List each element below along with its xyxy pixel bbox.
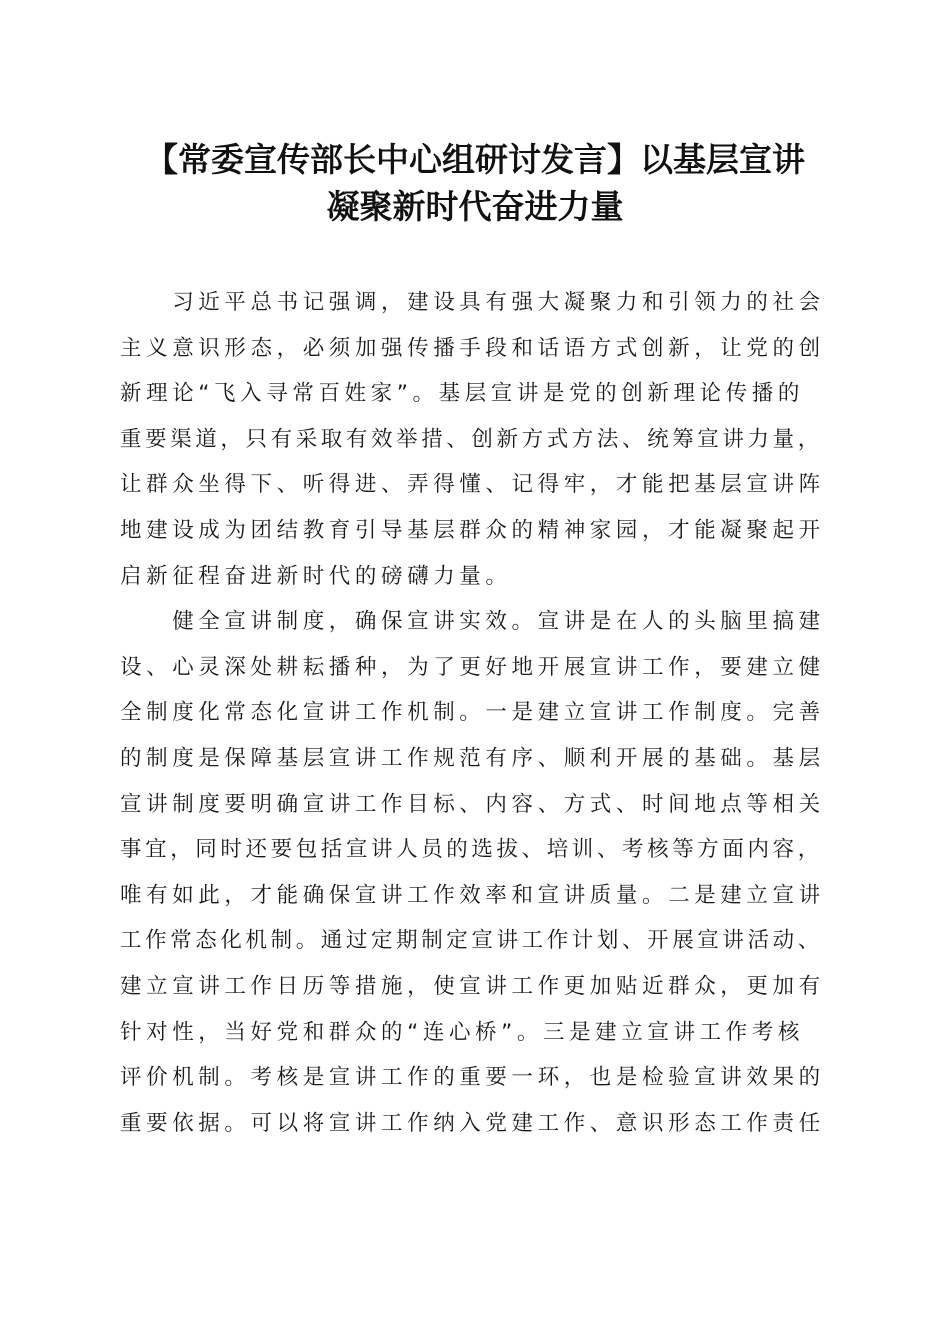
paragraph-2 — [120, 599, 832, 1146]
paragraph-1 — [120, 280, 832, 599]
title-line-1: 【常委宣传部长中心组研讨发言】以基层宣讲 — [145, 140, 805, 179]
text-line: 重要依据。可以将宣讲工作纳入党建工作、意识形态工作责任 — [120, 1110, 825, 1136]
text-line: 启新征程奋进新时代的磅礴力量。 — [120, 563, 512, 589]
text-line: 健全宣讲制度，确保宣讲实效。宣讲是在人的头脑里搞建 — [120, 609, 825, 635]
text-line: 新理论“飞入寻常百姓家”。基层宣讲是党的创新理论传播的 — [120, 381, 804, 407]
text-line: 针对性，当好党和群众的“连心桥”。三是建立宣讲工作考核 — [120, 1019, 804, 1045]
text-line: 的制度是保障基层宣讲工作规范有序、顺利开展的基础。基层 — [120, 745, 825, 771]
text-line: 事宜，同时还要包括宣讲人员的选拔、培训、考核等方面内容， — [120, 837, 823, 863]
title-line-2: 凝聚新时代奋进力量 — [326, 187, 624, 226]
text-line: 设、心灵深处耕耘播种，为了更好地开展宣讲工作，要建立健 — [120, 654, 825, 680]
text-line: 地建设成为团结教育引导基层群众的精神家园，才能凝聚起开 — [120, 517, 825, 543]
text-line: 重要渠道，只有采取有效举措、创新方式方法、统筹宣讲力量， — [120, 426, 823, 452]
document-body — [120, 280, 832, 1146]
text-line: 建立宣讲工作日历等措施，使宣讲工作更加贴近群众，更加有 — [120, 973, 825, 999]
text-line: 全制度化常态化宣讲工作机制。一是建立宣讲工作制度。完善 — [120, 700, 825, 726]
text-line: 主义意识形态，必须加强传播手段和话语方式创新，让党的创 — [120, 335, 825, 361]
text-line: 宣讲制度要明确宣讲工作目标、内容、方式、时间地点等相关 — [120, 791, 825, 817]
text-line: 让群众坐得下、听得进、弄得懂、记得牢，才能把基层宣讲阵 — [120, 472, 825, 498]
text-line: 评价机制。考核是宣讲工作的重要一环，也是检验宣讲效果的 — [120, 1065, 825, 1091]
text-line: 唯有如此，才能确保宣讲工作效率和宣讲质量。二是建立宣讲 — [120, 882, 825, 908]
text-line: 习近平总书记强调，建设具有强大凝聚力和引领力的社会 — [120, 290, 825, 315]
text-line: 工作常态化机制。通过定期制定宣讲工作计划、开展宣讲活动、 — [120, 928, 823, 954]
document-title — [100, 136, 850, 230]
